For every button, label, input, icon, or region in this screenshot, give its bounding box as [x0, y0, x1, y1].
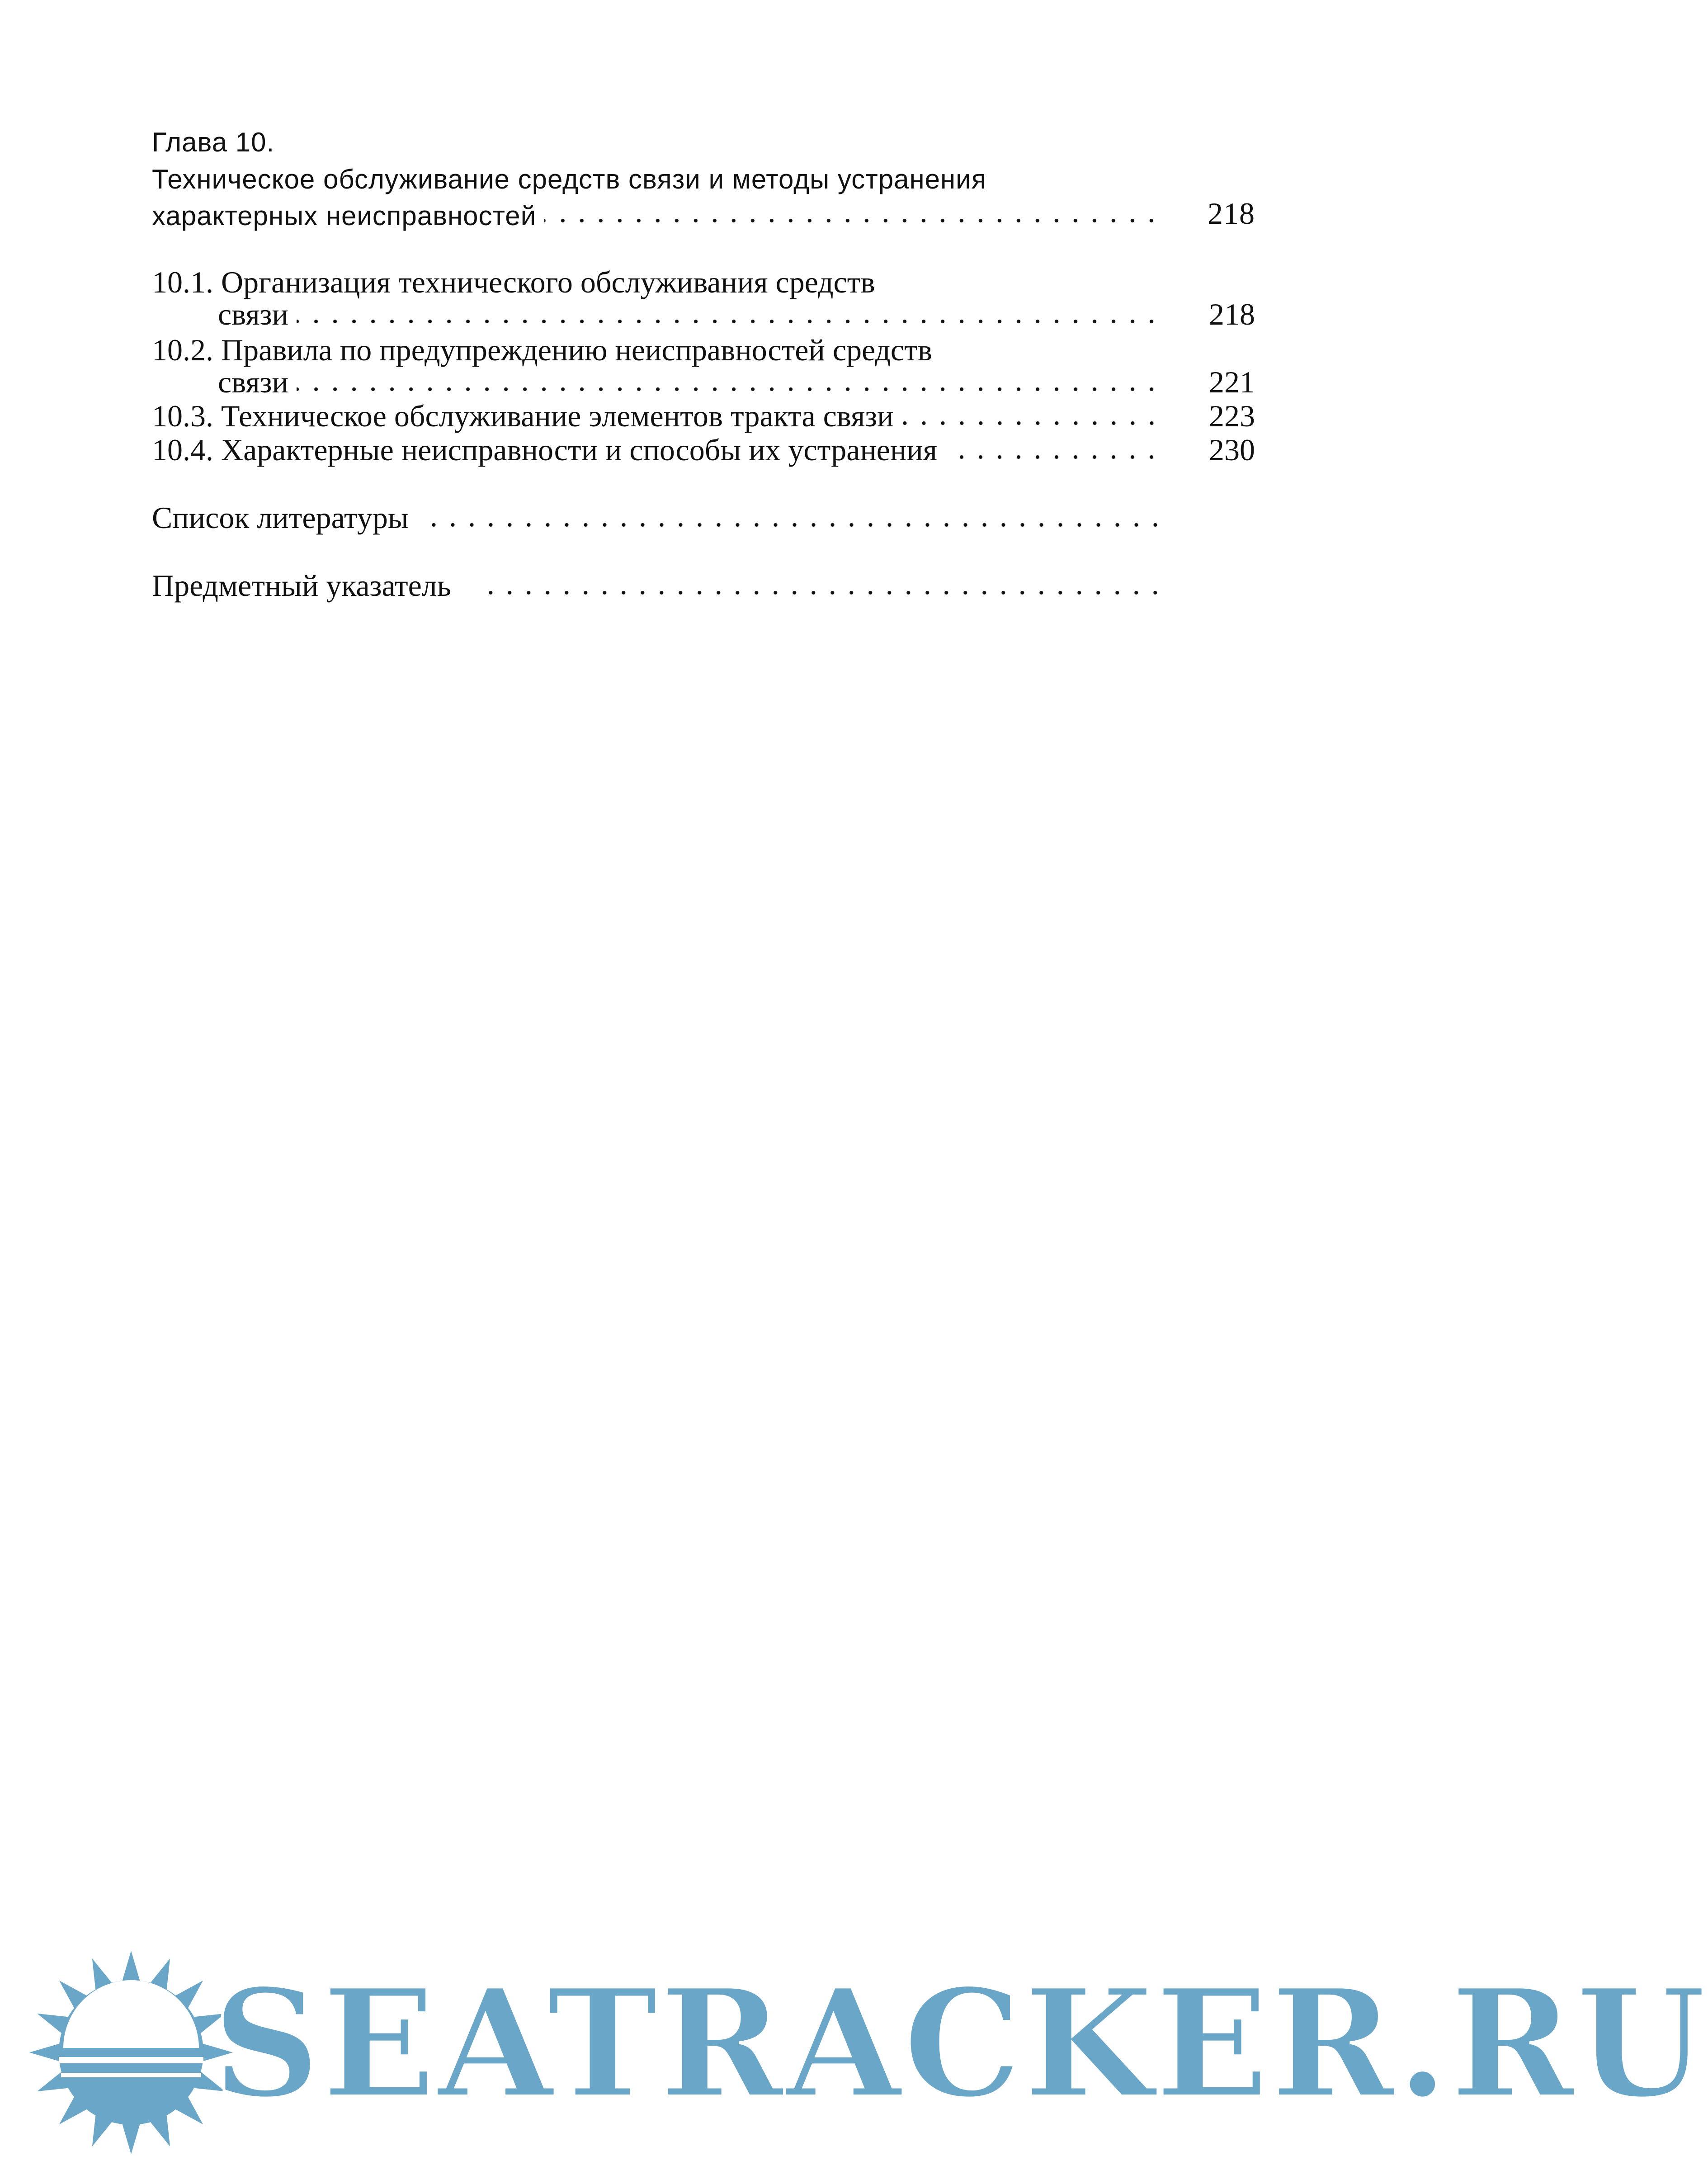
dot-leader	[297, 385, 1161, 394]
section-10-4-row	[152, 432, 1255, 468]
section-10-2-page: 221	[1209, 365, 1255, 399]
chapter-page: 218	[1208, 196, 1255, 231]
dot-leader	[945, 453, 1161, 462]
section-10-4-page: 230	[1209, 433, 1255, 467]
dot-leader	[297, 317, 1161, 326]
section-10-1-page: 218	[1209, 297, 1255, 331]
sun-logo-icon	[29, 1951, 233, 2154]
references-label: Список литературы	[152, 500, 409, 535]
chapter-title-line2: характерных неисправностей	[152, 201, 537, 231]
section-10-2-line2: связи	[218, 365, 288, 399]
section-10-1-line1: 10.1. Организация технического обслуживания средств	[152, 265, 875, 299]
watermark-text: SEATRACKER.RU	[212, 1956, 1708, 2131]
index-label: Предметный указатель	[152, 568, 451, 603]
references-row	[152, 500, 1255, 536]
chapter-title-row	[152, 195, 1255, 231]
chapter-label: Глава 10.	[152, 127, 275, 157]
section-10-4-line1: 10.4. Характерные неисправности и способы их устранения	[152, 433, 938, 467]
section-10-1-line2: связи	[218, 297, 288, 331]
dot-leader	[902, 419, 1161, 428]
dot-leader	[417, 520, 1165, 529]
section-10-2-line1: 10.2. Правила по предупреждению неисправностей средств	[152, 333, 932, 367]
section-10-3-line1: 10.3. Техническое обслуживание элементов тракта связи	[152, 399, 894, 433]
chapter-title-line1: Техническое обслуживание средств связи и методы устранения	[152, 164, 987, 194]
section-10-2-row	[152, 364, 1255, 400]
section-10-3-row	[152, 398, 1255, 434]
index-row	[152, 567, 1255, 604]
section-10-1-row	[152, 296, 1255, 332]
dot-leader	[478, 588, 1165, 597]
section-10-3-page: 223	[1209, 399, 1255, 433]
dot-leader	[544, 216, 1161, 225]
